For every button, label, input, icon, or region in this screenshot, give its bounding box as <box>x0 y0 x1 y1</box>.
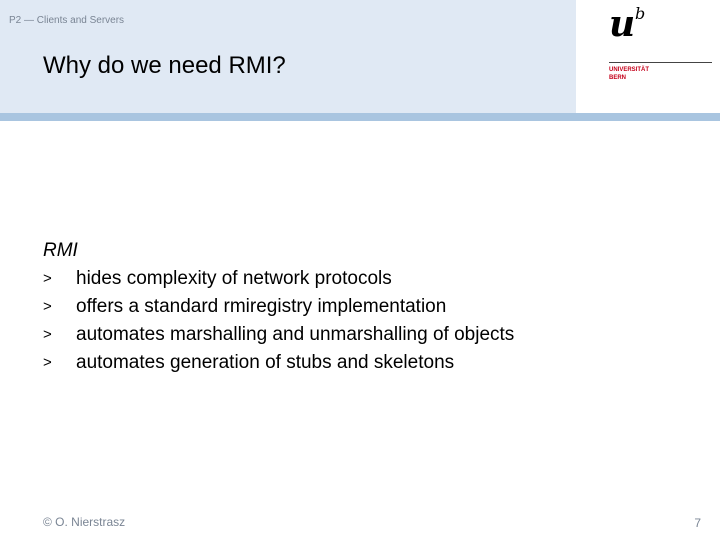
logo-wordmark-line2: BERN <box>609 75 627 81</box>
bullet-marker: > <box>43 270 52 287</box>
accent-bar <box>0 113 720 121</box>
bullet-item <box>43 265 663 293</box>
university-logo <box>576 0 720 113</box>
logo-divider <box>609 62 712 63</box>
logo-letter-b: b <box>635 4 646 23</box>
bullet-item <box>43 293 663 321</box>
logo-letter-u: u <box>609 3 636 45</box>
bullet-text: automates marshalling and unmarshalling of objects <box>76 324 515 345</box>
bullet-marker: > <box>43 354 52 371</box>
logo-wordmark-line1: UNIVERSITÄT <box>609 67 650 73</box>
header-band <box>0 0 576 113</box>
bullet-marker: > <box>43 298 52 315</box>
bullet-text: automates generation of stubs and skeletons <box>76 352 455 373</box>
bullet-item <box>43 349 663 377</box>
breadcrumb: P2 — Clients and Servers <box>9 15 125 26</box>
slide-content <box>43 237 663 377</box>
bullet-item <box>43 321 663 349</box>
content-heading: RMI <box>43 240 78 261</box>
bullet-text: hides complexity of network protocols <box>76 268 392 289</box>
bullet-text: offers a standard rmiregistry implementation <box>76 296 447 317</box>
page-number: 7 <box>694 516 701 530</box>
logo-wordmark <box>609 66 649 82</box>
footer-copyright: © O. Nierstrasz <box>43 515 126 529</box>
slide-title: Why do we need RMI? <box>43 52 286 79</box>
bullet-marker: > <box>43 326 52 343</box>
